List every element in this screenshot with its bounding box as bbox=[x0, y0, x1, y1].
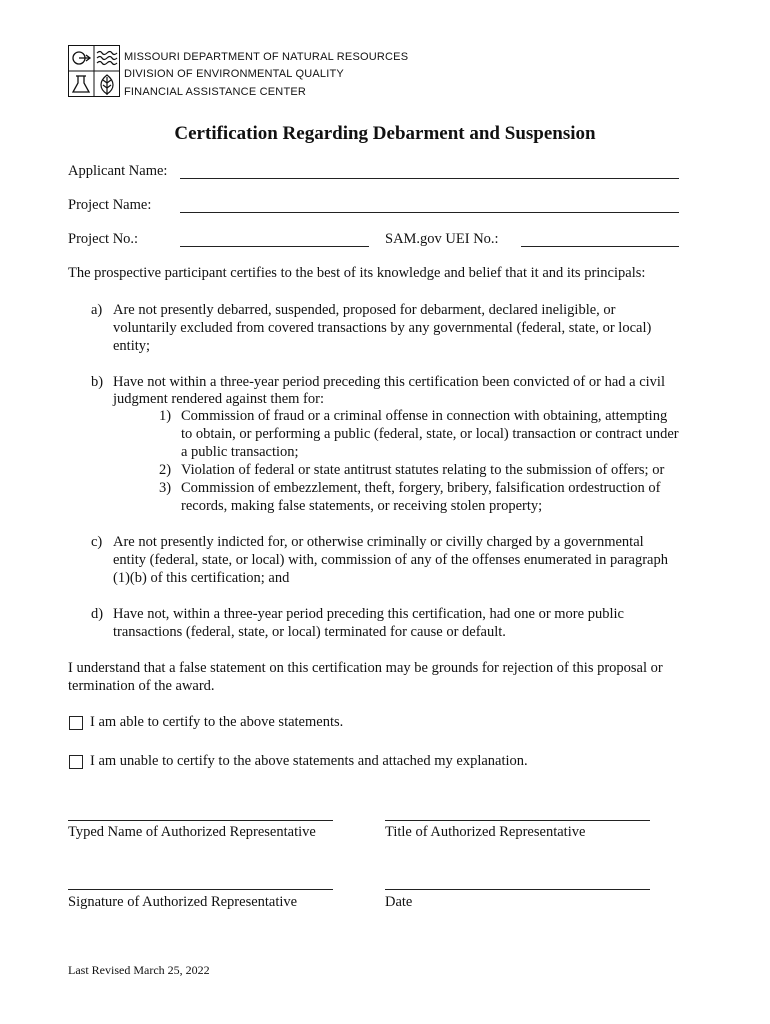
statement-line-2: termination of the award. bbox=[68, 678, 215, 694]
item-b-sub3-line-2: records, making false statements, or receiving stolen property; bbox=[181, 498, 543, 514]
item-b-sub1-num: 1) bbox=[159, 408, 172, 424]
title-field[interactable] bbox=[385, 820, 650, 821]
intro-text: The prospective participant certifies to the best of its knowledge and belief that it and its principals: bbox=[68, 265, 646, 281]
sam-uei-field[interactable] bbox=[521, 246, 679, 247]
last-revised-footer: Last Revised March 25, 2022 bbox=[68, 963, 210, 977]
item-a-line-3: entity; bbox=[113, 338, 151, 354]
item-d-line-1: Have not, within a three-year period preceding this certification, had one or more public bbox=[113, 606, 624, 622]
item-c-line-1: Are not presently indicted for, or otherwise criminally or civilly charged by a governmental bbox=[113, 534, 644, 550]
project-name-field[interactable] bbox=[180, 212, 679, 213]
title-label: Title of Authorized Representative bbox=[385, 824, 586, 840]
item-a-line-1: Are not presently debarred, suspended, proposed for debarment, declared ineligible, or bbox=[113, 302, 616, 318]
item-d-letter: d) bbox=[91, 606, 104, 622]
item-b-sub2-num: 2) bbox=[159, 462, 172, 478]
unable-to-certify-label: I am unable to certify to the above statements and attached my explanation. bbox=[90, 753, 528, 769]
item-c-line-2: entity (federal, state, or local) with, commission of any of the offenses enumerated in paragraph bbox=[113, 552, 668, 568]
able-to-certify-checkbox[interactable] bbox=[69, 716, 83, 730]
applicant-name-field[interactable] bbox=[180, 178, 679, 179]
item-a-line-2: voluntarily excluded from covered transactions by any governmental (federal, state, or local) bbox=[113, 320, 652, 336]
agency-line-1: MISSOURI DEPARTMENT OF NATURAL RESOURCES bbox=[124, 51, 409, 63]
agency-line-2: DIVISION OF ENVIRONMENTAL QUALITY bbox=[124, 68, 344, 80]
signature-field[interactable] bbox=[68, 889, 333, 890]
signature-label: Signature of Authorized Representative bbox=[68, 894, 298, 910]
applicant-name-label: Applicant Name: bbox=[68, 163, 168, 179]
item-c-letter: c) bbox=[91, 534, 103, 550]
project-no-label: Project No.: bbox=[68, 231, 139, 247]
item-b-sub3-line-1: Commission of embezzlement, theft, forgery, bribery, falsification ordestruction of bbox=[181, 480, 661, 496]
item-b-line-1: Have not within a three-year period preceding this certification been convicted of or had a civil bbox=[113, 374, 665, 390]
item-b-letter: b) bbox=[91, 374, 104, 390]
item-d-line-2: transactions (federal, state, or local) terminated for cause or default. bbox=[113, 624, 506, 640]
item-b-sub1-line-2: to obtain, or performing a public (federal, state, or local) transaction or contract under bbox=[181, 426, 679, 442]
typed-name-field[interactable] bbox=[68, 820, 333, 821]
item-a-letter: a) bbox=[91, 302, 103, 318]
project-no-field[interactable] bbox=[180, 246, 369, 247]
sam-uei-label: SAM.gov UEI No.: bbox=[385, 231, 499, 247]
item-b-sub3-num: 3) bbox=[159, 480, 172, 496]
unable-to-certify-checkbox[interactable] bbox=[69, 755, 83, 769]
statement-line-1: I understand that a false statement on this certification may be grounds for rejection of this proposal or bbox=[68, 660, 663, 676]
date-label: Date bbox=[385, 894, 413, 910]
item-b-line-2: judgment rendered against them for: bbox=[113, 391, 324, 407]
typed-name-label: Typed Name of Authorized Representative bbox=[68, 824, 316, 840]
agency-line-3: FINANCIAL ASSISTANCE CENTER bbox=[124, 86, 307, 98]
item-b-sub1-line-3: a public transaction; bbox=[181, 444, 299, 460]
able-to-certify-label: I am able to certify to the above statements. bbox=[90, 714, 344, 730]
item-b-sub1-line-1: Commission of fraud or a criminal offense in connection with obtaining, attempting bbox=[181, 408, 668, 424]
project-name-label: Project Name: bbox=[68, 197, 152, 213]
document-title: Certification Regarding Debarment and Suspension bbox=[174, 123, 596, 144]
item-c-line-3: (1)(b) of this certification; and bbox=[113, 570, 290, 586]
item-b-sub2-line-1: Violation of federal or state antitrust statutes relating to the submission of offers; or bbox=[181, 462, 665, 478]
date-field[interactable] bbox=[385, 889, 650, 890]
dnr-logo bbox=[68, 45, 120, 97]
